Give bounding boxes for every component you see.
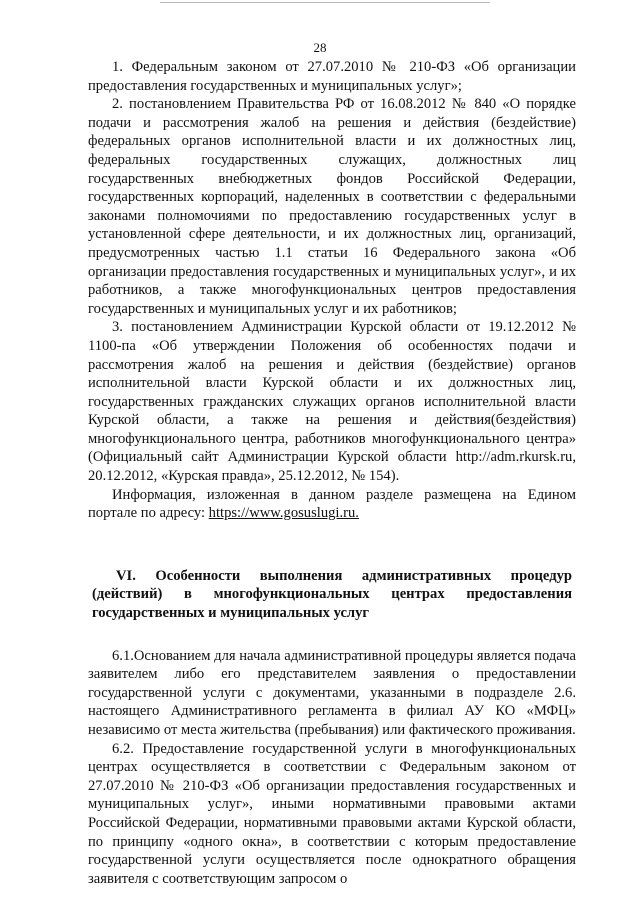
list-item-1: 1. Федеральным законом от 27.07.2010 № 210-ФЗ «Об организации предоставления государственных и муниципальных услуг»; bbox=[88, 59, 576, 94]
info-paragraph bbox=[88, 486, 576, 523]
paragraph-6-1: 6.1.Основанием для начала административной процедуры является подача заявителем либо его представителем заявления о предоставлении государственной услуги с документами, указанными в подразделе 2.6. настоящего Административного регламента в филиал АУ КО «МФЦ» независимо от места жительства (пребывания) или фактического проживания. bbox=[88, 647, 577, 738]
list-item-3: 3. постановлением Администрации Курской области от 19.12.2012 № 1100-па «Об утверждении Положения об особенностях подачи и рассмотрения жалоб на решения и действия (бездействие) органов исполнительной власти Курской области и их должностных лиц, государственных гражданских служащих органов исполнительной власти Курской области, а также на решения и действия(бездействия) многофункционального центра, работников многофункционального центра» (Официальный сайт Администрации Курской области http://adm.rkursk.ru, 20.12.2012, «Курская правда», 25.12.2012, № 154). bbox=[88, 319, 576, 485]
paragraph-6-2: 6.2. Предоставление государственной услуги в многофункциональных центрах осуществляется в соответствии с Федеральным законом от 27.07.2010 № 210-ФЗ «Об организации предоставления государственных и муниципальных услуг», иными нормативными правовыми актами Российской Федерации, нормативными правовыми актами Курской области, по принципу «одного окна», в соответствии с которым предоставление государственной услуги осуществляется после однократного обращения заявителя с соответствующим запросом о bbox=[88, 740, 576, 887]
portal-link[interactable]: https://www.gosuslugi.ru. bbox=[208, 505, 359, 522]
list-item-2: 2. постановлением Правительства РФ от 16.08.2012 № 840 «О порядке подачи и рассмотрения жалоб на решения и действия (бездействие) федеральных органов исполнительной власти и их должностных лиц, федеральных государственных служащих, должностных лиц государственных внебюджетных фондов Российской Федерации, государственных корпораций, наделенных в соответствии с федеральными законами полномочиями по предоставлению государственных услуг в установленной сфере деятельности, и их должностных лиц, организаций, предусмотренных частью 1.1 статьи 16 Федерального закона «Об организации предоставления государственных и муниципальных услуг», и их работников, а также многофункциональных центров предоставления государственных и муниципальных услуг и их работников; bbox=[88, 96, 576, 317]
page-top-rule bbox=[160, 2, 490, 3]
document-body bbox=[88, 58, 576, 888]
section-heading: VI. Особенности выполнения административных процедур (действий) в многофункциональных центрах предоставления государственных и муниципальных услуг bbox=[92, 567, 572, 622]
page-number: 28 bbox=[313, 40, 327, 55]
info-text: Информация, изложенная в данном разделе размещена на Едином портале по адресу: bbox=[88, 486, 576, 522]
